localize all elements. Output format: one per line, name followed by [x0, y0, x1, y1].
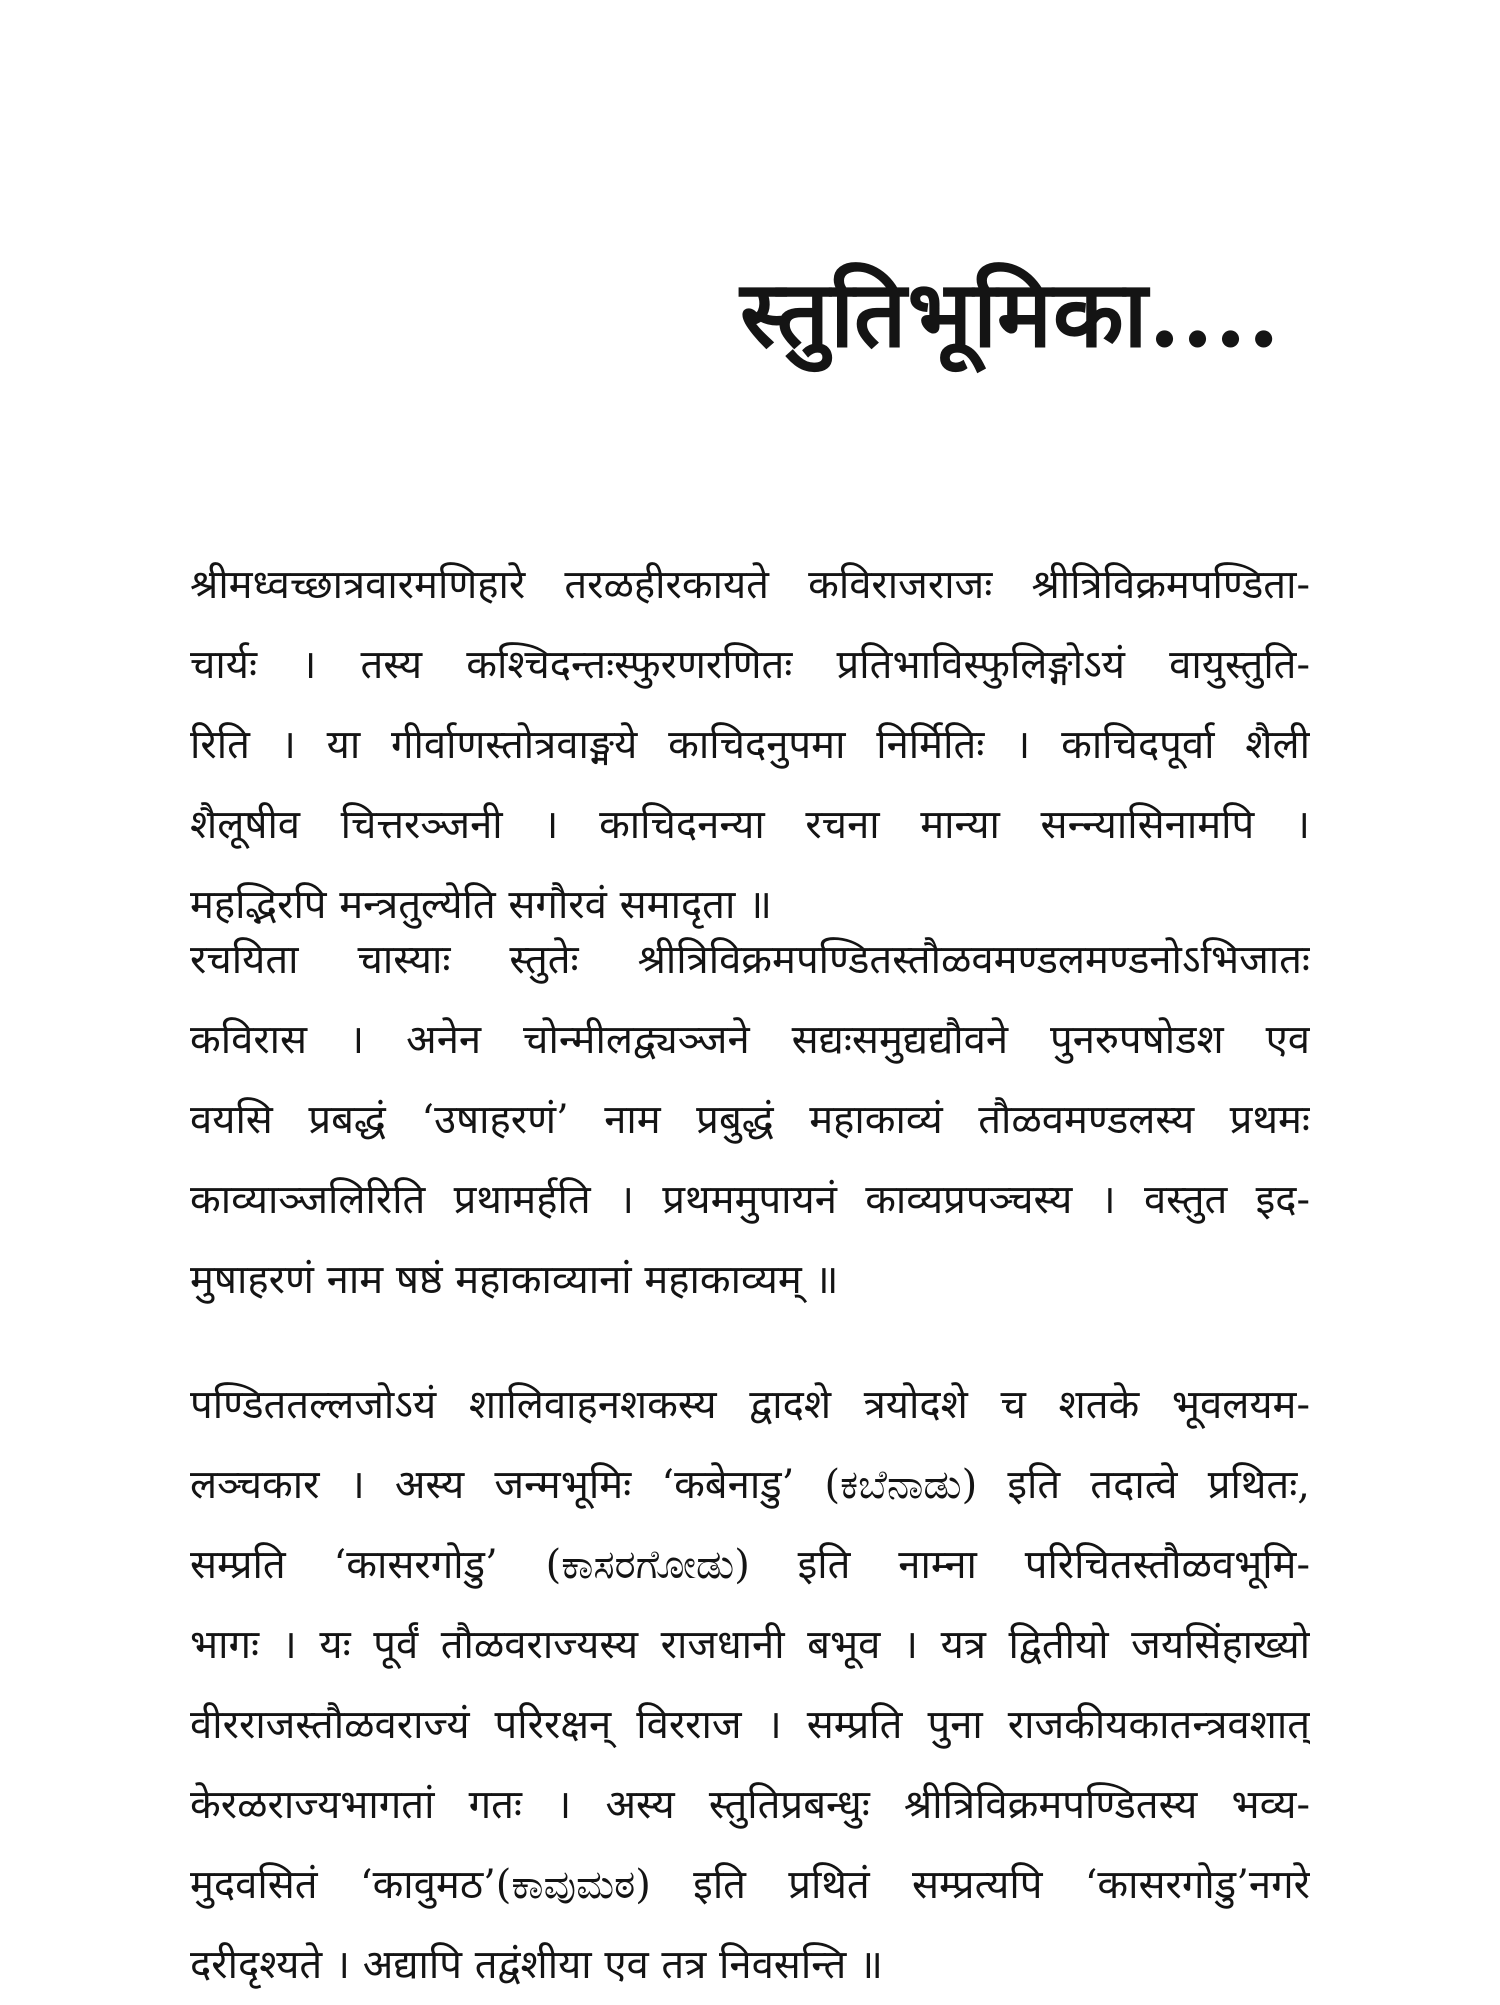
text-line: चार्यः । तस्य कश्चिदन्तःस्फुरणरणितः प्रतिभाविस्फुलिङ्गोऽयं वायुस्तुति-: [190, 642, 1310, 688]
text-line: श्रीमध्वच्छात्रवारमणिहारे तरळहीरकायते कविराजराजः श्रीत्रिविक्रमपण्डिता-: [190, 562, 1310, 608]
text-line: वयसि प्रबद्धं ‘उषाहरणं’ नाम प्रबुद्धं महाकाव्यं तौळवमण्डलस्य प्रथमः: [190, 1097, 1310, 1143]
text-line: महद्भिरपि मन्त्रतुल्येति सगौरवं समादृता ॥: [190, 882, 773, 928]
text-line: मुषाहरणं नाम षष्ठं महाकाव्यानां महाकाव्यम् ॥: [190, 1257, 839, 1303]
text-line: मुदवसितं ‘कावुमठ’(ಕಾವುಮಠ) इति प्रथितं सम्प्रत्यपि ‘कासरगोडु’नगरे: [190, 1862, 1310, 1908]
text-line: कविरास । अनेन चोन्मीलद्व्यञ्जने सद्यःसमुद्यद्यौवने पुनरुपषोडश एव: [190, 1017, 1310, 1063]
paragraph-3: [190, 1365, 1310, 2005]
text-line: वीरराजस्तौळवराज्यं परिरक्षन् विरराज । सम्प्रति पुना राजकीयकातन्त्रवशात्: [190, 1702, 1310, 1748]
text-line: रिति । या गीर्वाणस्तोत्रवाङ्मये काचिदनुपमा निर्मितिः । काचिदपूर्वा शैली: [190, 722, 1310, 768]
paragraph-2: [190, 920, 1310, 1320]
text-line: दरीदृश्यते । अद्यापि तद्वंशीया एव तत्र निवसन्ति ॥: [190, 1942, 884, 1988]
text-line: लञ्चकार । अस्य जन्मभूमिः ‘कबेनाडु’ (ಕಬೆನಾಡು) इति तदात्वे प्रथितः,: [190, 1462, 1310, 1508]
text-line: पण्डिततल्लजोऽयं शालिवाहनशकस्य द्वादशे त्रयोदशे च शतके भूवलयम-: [190, 1382, 1310, 1428]
page-title: स्तुतिभूमिका....: [740, 260, 1281, 368]
text-line: शैलूषीव चित्तरञ्जनी । काचिदनन्या रचना मान्या सन्न्यासिनामपि ।: [190, 802, 1310, 848]
text-line: काव्याञ्जलिरिति प्रथामर्हति । प्रथममुपायनं काव्यप्रपञ्चस्य । वस्तुत इद-: [190, 1177, 1310, 1223]
text-line: भागः । यः पूर्वं तौळवराज्यस्य राजधानी बभूव । यत्र द्वितीयो जयसिंहाख्यो: [190, 1622, 1310, 1668]
text-line: रचयिता चास्याः स्तुतेः श्रीत्रिविक्रमपण्डितस्तौळवमण्डलमण्डनोऽभिजातः: [190, 937, 1310, 983]
text-line: सम्प्रति ‘कासरगोडु’ (ಕಾಸರಗೋಡು) इति नाम्ना परिचितस्तौळवभूमि-: [190, 1542, 1310, 1588]
paragraph-1: [190, 545, 1310, 945]
text-line: केरळराज्यभागतां गतः । अस्य स्तुतिप्रबन्धुः श्रीत्रिविक्रमपण्डितस्य भव्य-: [190, 1782, 1310, 1828]
